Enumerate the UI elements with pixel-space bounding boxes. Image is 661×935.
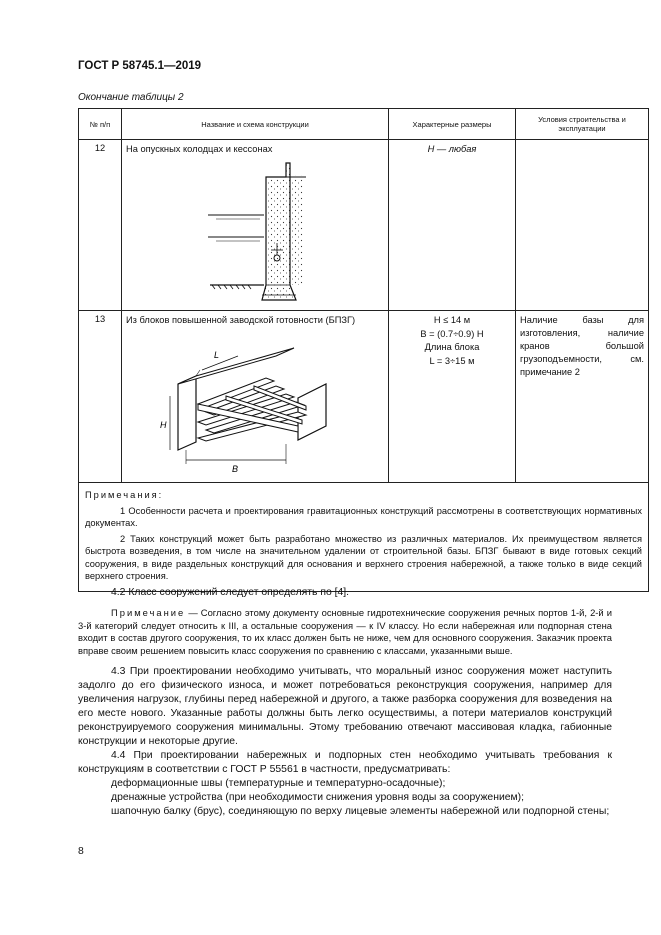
row-name-cell [122,140,389,311]
row-num: 13 [79,311,122,483]
row-name-cell [122,311,389,483]
table-row [79,311,649,483]
row-dims-cell [389,140,516,311]
label-b: B [232,464,239,474]
document-title: ГОСТ Р 58745.1—2019 [78,60,202,72]
row-conditions: Наличие базы для изготовления, наличие кранов большой грузоподъемности, см. примечание 2 [516,311,649,483]
list-item: шапочную балку (брус), соединяющую по верху лицевые элементы набережной или подпорной стены; [111,806,610,817]
table-header-row [79,109,649,140]
list-item: деформационные швы (температурные и температурно-осадочные); [111,778,446,789]
paragraph-4-3: 4.3 При проектировании необходимо учитывать, что моральный износ сооружения может наступить задолго до его физического износа, и может потребоваться реконструкция сооружения, например для увеличения нагрузок, глубины перед набережной и другого, а также разборка сооружения для возведения на его месте нового. Указанные работы должны быть легко осуществимы, а потери материалов конструкций реконструируемого сооружения минимальны. Этому требованию отвечают массивовая кладка, габионные конструкции и некоторые другие. [78,666,612,747]
row-conditions [516,140,649,311]
note-text: — Согласно этому документу основные гидротехнические сооружения речных портов 1-й, 2-й и 3-й категорий следует относить к III, а остальные сооружения — к IV классу. Но если набережная или подпорная стена входит в состав другого сооружения, то их класс должен быть не ниже, чем для основного сооружения. Заказчик проекта вправе своим решением повысить класс сооружения по сравнению с классами, указанными выше. [78,607,612,656]
header-num: № п/п [79,109,122,140]
dims-line: H — любая [427,144,477,154]
paragraph-4-4: 4.4 При проектировании набережных и подпорных стен необходимо учитывать требования к конструкциям в соответствии с ГОСТ Р 55561 в частности, предусматривать: [78,750,612,775]
note-2: 2 Таких конструкций может быть разработано множество из различных материалов. Их преимуществом является быстрота возведения, в том числе на значительном удалении от строительной базы. БПЗГ бывают в виде готовых секций сооружения, в виде раздельных конструкций для основания и верхнего строения набережной, а также только в виде секций верхнего строения. [85,533,642,581]
table-row [79,140,649,311]
label-h: H [160,420,167,430]
header-name: Название и схема конструкции [122,109,389,140]
dims-line: B = (0.7÷0.9) H [420,328,484,339]
row-dims-cell [389,311,516,483]
notes-cell [79,483,649,592]
row-name: Из блоков повышенной заводской готовности (БПЗГ) [126,315,356,325]
class-note [78,607,612,657]
paragraph-4-2: 4.2 Класс сооружений следует определять по [4]. [111,587,350,598]
caisson-diagram [126,155,376,305]
block-structure-diagram [126,326,376,476]
note-1: 1 Особенности расчета и проектирования гравитационных конструкций рассмотрены в соответствующих нормативных документах. [85,505,642,528]
body-text [78,586,612,819]
dims-line: H ≤ 14 м [433,315,471,325]
dims-line: Длина блока [424,342,480,352]
page-number: 8 [78,846,84,857]
list-item: дренажные устройства (при необходимости снижения уровня воды за сооружением); [111,792,525,803]
notes-title: Примечания: [85,490,164,500]
dims-line: L = 3÷15 м [429,355,475,366]
header-dims: Характерные размеры [389,109,516,140]
row-name: На опускных колодцах и кессонах [126,144,273,154]
row-num: 12 [79,140,122,311]
label-l: L [214,350,220,360]
structures-table [78,108,649,592]
table-caption: Окончание таблицы 2 [78,92,184,103]
header-conditions: Условия строительства и эксплуатации [516,109,649,140]
note-label: Примечание [111,607,186,618]
notes-row [79,483,649,592]
